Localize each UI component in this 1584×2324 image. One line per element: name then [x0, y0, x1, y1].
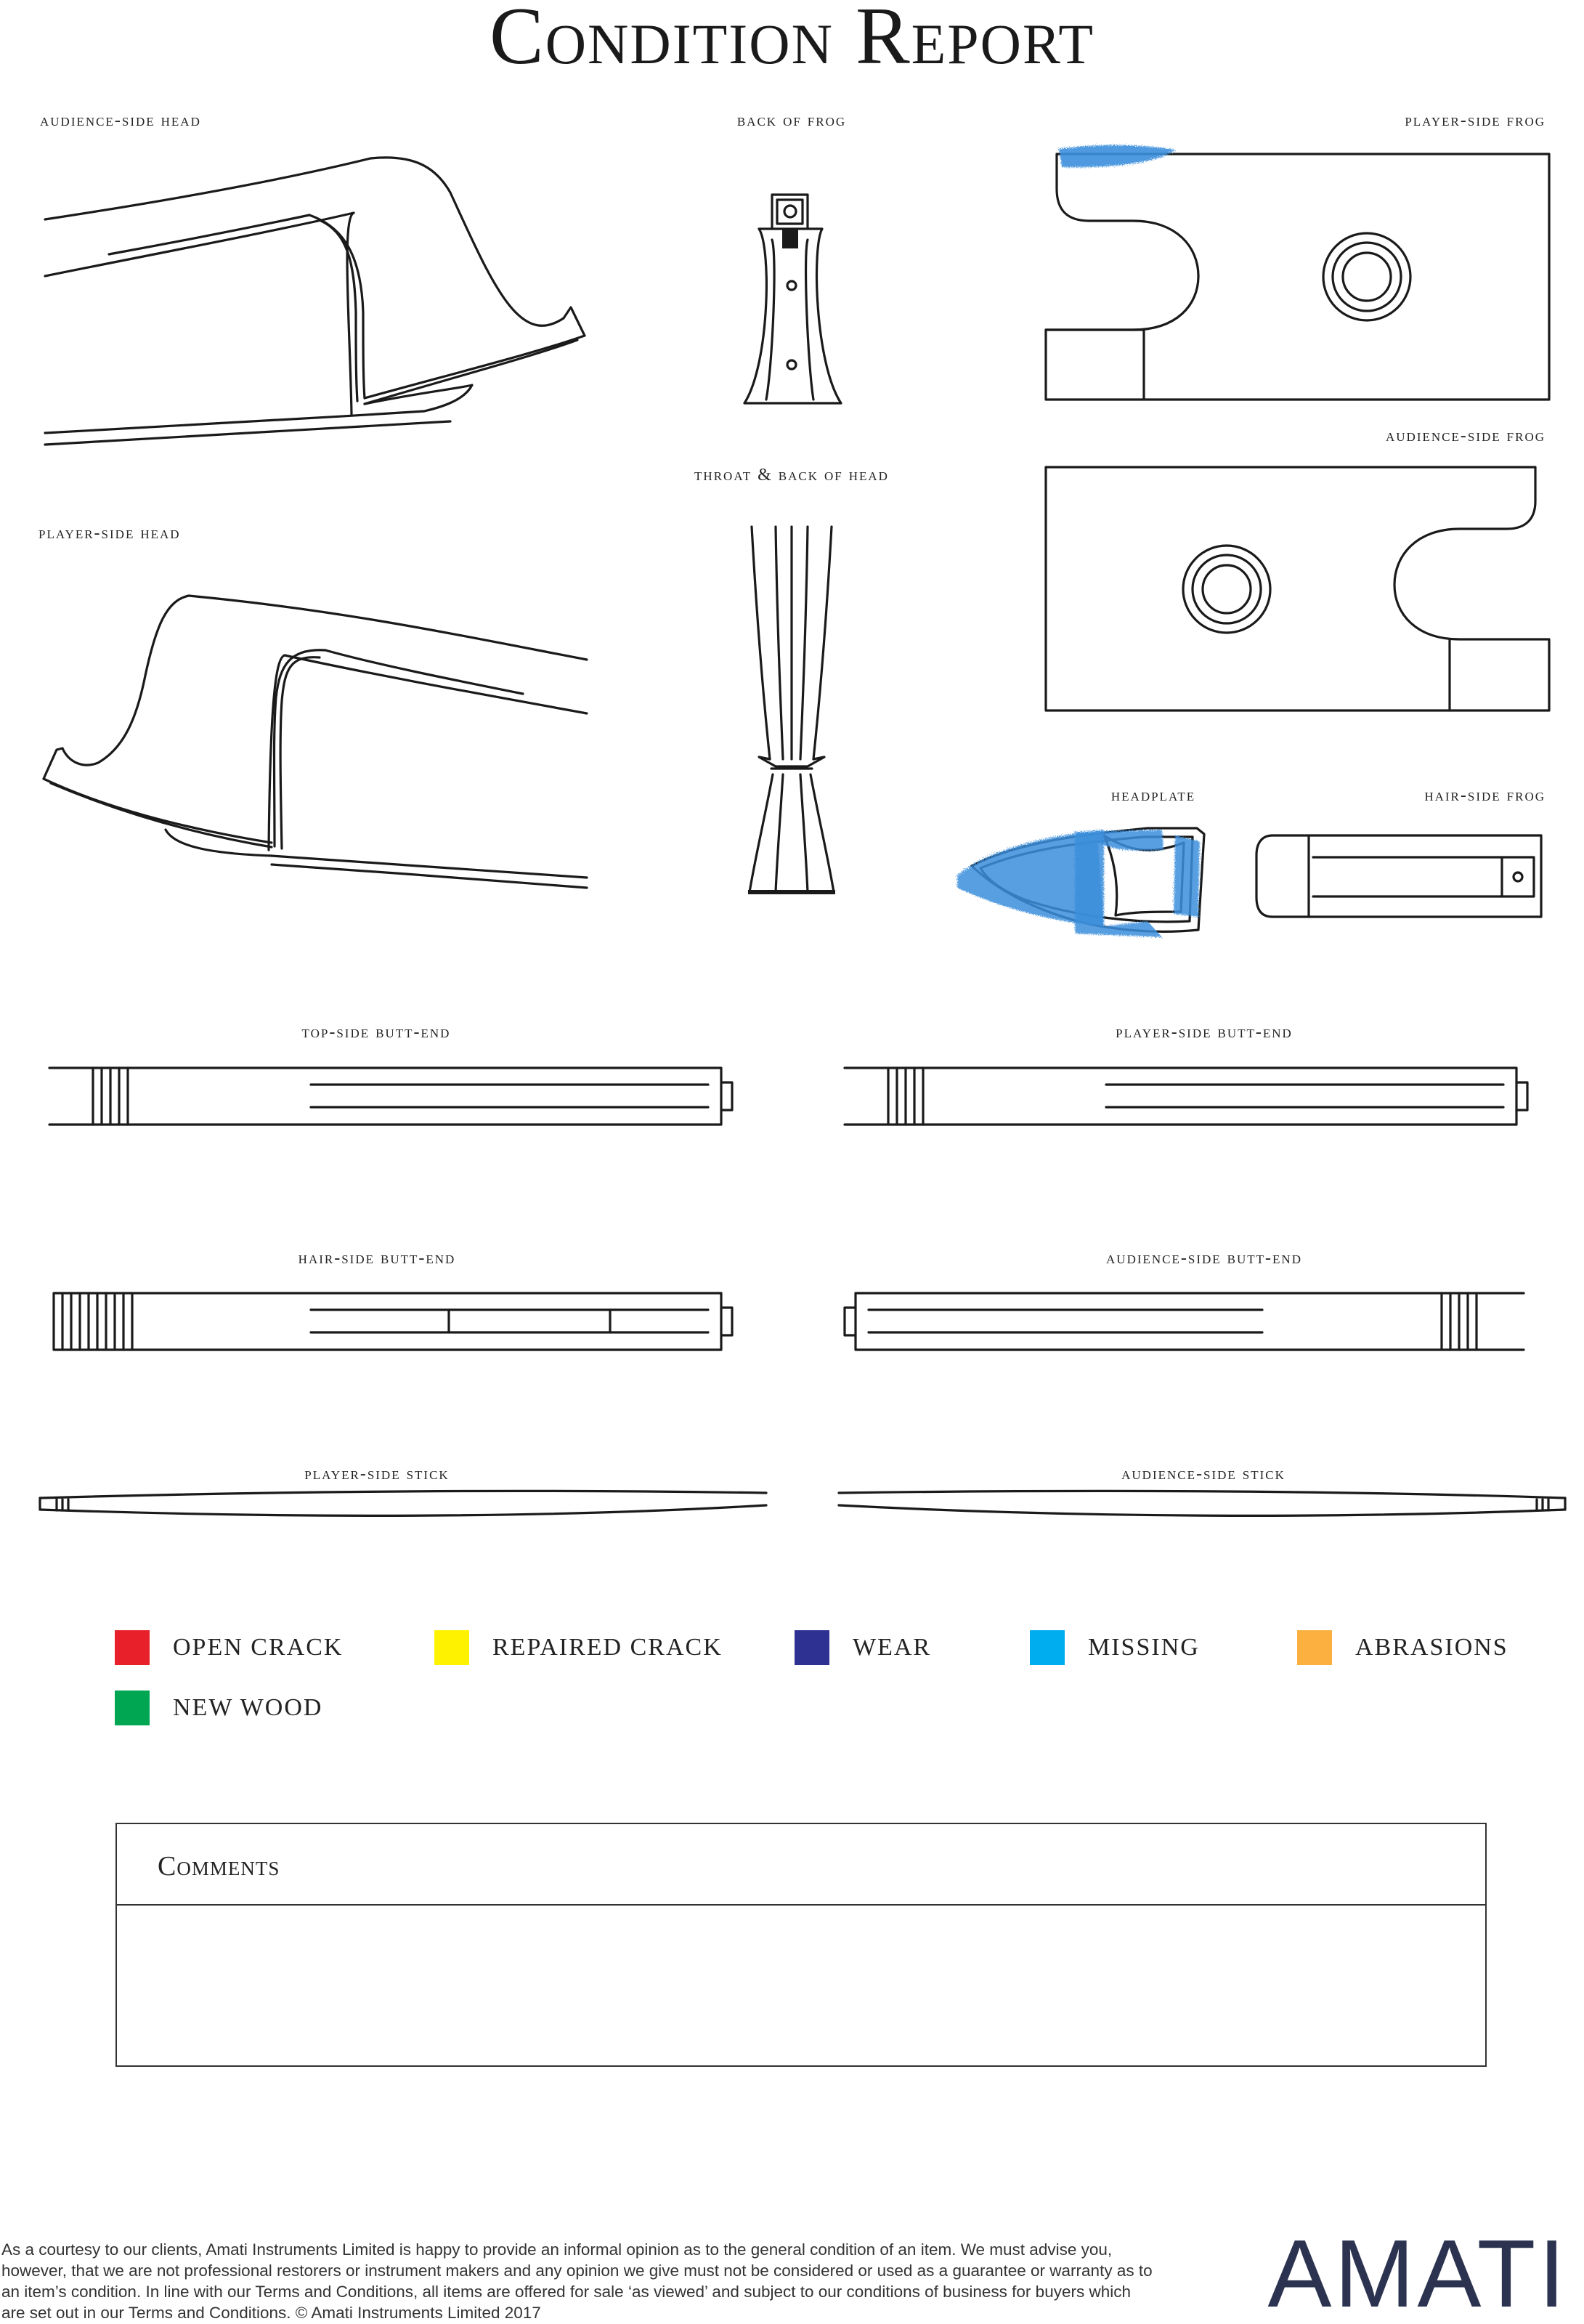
- legend-swatch: [1030, 1630, 1065, 1665]
- diagram-throat-back-of-head: [748, 527, 835, 894]
- page-title: Condition Report: [490, 0, 1094, 81]
- legend-item-abrasions: [1297, 1630, 1508, 1665]
- comments-header: [117, 1824, 1485, 1906]
- marking-missing-player-side-frog: [1059, 145, 1175, 168]
- diagram-audience-side-head: [45, 158, 585, 445]
- comments-title: Comments: [158, 1851, 280, 1882]
- diagram-player-side-head: [44, 596, 587, 888]
- amati-logo: AMATI: [1267, 2220, 1568, 2324]
- legend-label: WEAR: [853, 1634, 932, 1661]
- diagram-headplate: [957, 828, 1204, 937]
- label-throat-back-of-head: throat & back of head: [694, 466, 889, 485]
- legend-item-missing: [1030, 1630, 1200, 1665]
- diagram-player-side-butt-end: [845, 1068, 1527, 1125]
- disclaimer-text: As a courtesy to our clients, Amati Instruments Limited is happy to provide an informal opinion as to the general condition of an item. We must advise you, however, that we are not professional restorers or instrument makers and any opinion we give must not be considered or used as a guarantee or warranty as to an item’s condition. In line with our Terms and Conditions, all items are offered for sale ‘as viewed’ and subject to our conditions of business for buyers which are set out in our Terms and Conditions. © Amati Instruments Limited 2017: [1, 2240, 1153, 2322]
- label-audience-side-frog: audience-side frog: [1386, 426, 1546, 445]
- label-player-side-butt-end: player-side butt-end: [1116, 1023, 1293, 1042]
- diagram-player-side-frog: [1046, 145, 1549, 400]
- label-player-side-head: player-side head: [38, 524, 181, 543]
- label-hair-side-frog: hair-side frog: [1424, 786, 1546, 805]
- diagram-back-of-frog: [744, 195, 841, 403]
- label-audience-side-butt-end: audience-side butt-end: [1106, 1249, 1302, 1268]
- label-headplate: headplate: [1110, 786, 1196, 805]
- legend-label: NEW WOOD: [173, 1694, 323, 1721]
- diagram-hair-side-butt-end: [54, 1293, 732, 1350]
- comments-field[interactable]: [117, 1906, 1485, 2065]
- label-audience-side-stick: audience-side stick: [1121, 1465, 1286, 1483]
- label-hair-side-butt-end: hair-side butt-end: [298, 1249, 456, 1268]
- label-player-side-frog: player-side frog: [1405, 111, 1546, 130]
- comments-box: [115, 1823, 1487, 2067]
- diagram-top-side-butt-end: [49, 1068, 732, 1125]
- diagram-audience-side-frog: [1046, 467, 1549, 710]
- legend-swatch: [115, 1691, 150, 1725]
- legend-swatch: [795, 1630, 829, 1665]
- marking-missing-headplate-right: [1174, 835, 1200, 917]
- legend-item-wear: [795, 1630, 931, 1665]
- legend-swatch: [1297, 1630, 1332, 1665]
- diagram-audience-side-butt-end: [845, 1293, 1524, 1350]
- legend-label: REPAIRED CRACK: [492, 1634, 723, 1661]
- label-top-side-butt-end: top-side butt-end: [301, 1023, 451, 1042]
- label-back-of-frog: back of frog: [736, 111, 847, 130]
- legend-swatch: [115, 1630, 150, 1665]
- diagram-audience-side-stick: [839, 1491, 1565, 1515]
- legend-item-new-wood: [115, 1691, 322, 1725]
- legend-label: OPEN CRACK: [173, 1634, 344, 1661]
- legend-swatch: [434, 1630, 469, 1665]
- diagram-hair-side-frog: [1256, 835, 1541, 917]
- legend-item-repaired-crack: [434, 1630, 723, 1665]
- legend-label: MISSING: [1088, 1634, 1200, 1661]
- legend-label: ABRASIONS: [1355, 1634, 1508, 1661]
- legend-item-open-crack: [115, 1630, 343, 1665]
- label-player-side-stick: player-side stick: [304, 1465, 450, 1483]
- diagram-player-side-stick: [40, 1491, 766, 1515]
- label-audience-side-head: audience-side head: [40, 111, 201, 130]
